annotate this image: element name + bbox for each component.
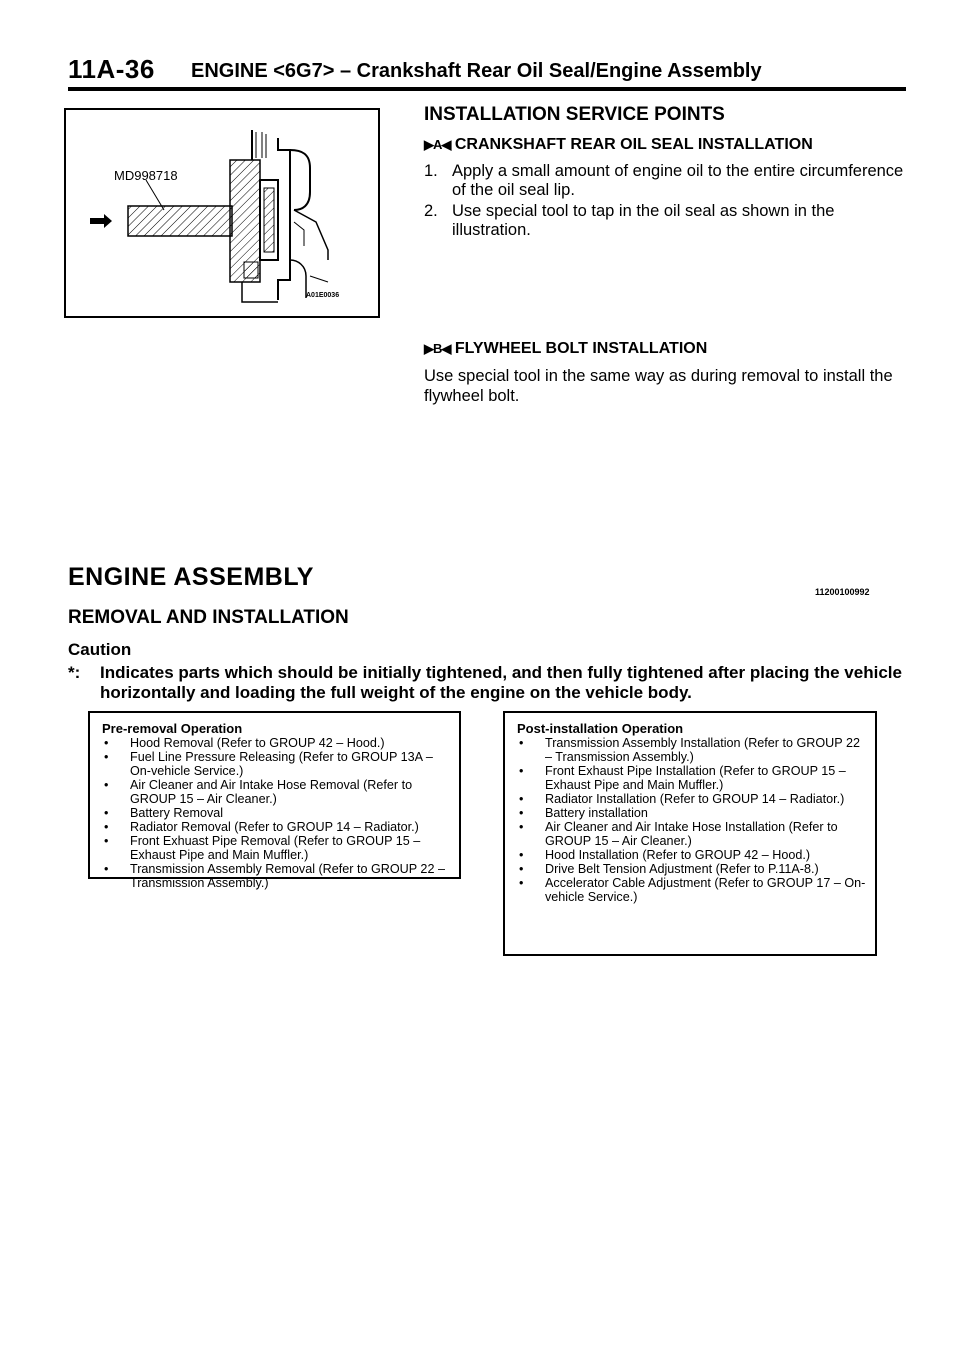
pre-removal-list [102, 736, 451, 890]
section-code: 11200100992 [815, 587, 870, 597]
section-b-mark: ▶B◀ [424, 341, 451, 356]
tool-label: MD998718 [114, 168, 178, 183]
bullet: • [104, 820, 109, 834]
list-item-text: Radiator Removal (Refer to GROUP 14 – Radiator.) [130, 820, 419, 834]
caution-star: *: [68, 663, 81, 682]
step-text: Apply a small amount of engine oil to the entire circumference of the oil seal lip. [452, 162, 904, 199]
bullet: • [104, 750, 109, 764]
bullet: • [519, 764, 524, 778]
bullet: • [519, 736, 524, 750]
section-b-title: FLYWHEEL BOLT INSTALLATION [454, 340, 708, 357]
list-item [102, 834, 451, 862]
list-item-text: Transmission Assembly Installation (Refer to GROUP 22 – Transmission Assembly.) [545, 736, 860, 764]
list-item-text: Hood Removal (Refer to GROUP 42 – Hood.) [130, 736, 385, 750]
list-item [517, 862, 867, 876]
bullet: • [104, 778, 109, 792]
caution-text: Indicates parts which should be initially tightened, and then fully tightened after placing the vehicle horizontally and loading the full weight of the engine on the vehicle body. [100, 663, 902, 702]
list-item [517, 848, 867, 862]
list-item [102, 806, 451, 820]
section-b-heading [424, 340, 707, 358]
list-item-text: Hood Installation (Refer to GROUP 42 – Hood.) [545, 848, 811, 862]
list-item [424, 202, 906, 240]
list-item-text: Front Exhaust Pipe Installation (Refer to GROUP 15 – Exhaust Pipe and Main Muffler.) [545, 764, 846, 792]
bullet: • [519, 820, 524, 834]
post-installation-box [503, 711, 877, 956]
list-item-text: Radiator Installation (Refer to GROUP 14 – Radiator.) [545, 792, 845, 806]
step-number: 1. [424, 162, 438, 180]
list-item-text: Battery installation [545, 806, 648, 820]
engine-assembly-title: ENGINE ASSEMBLY [68, 563, 314, 591]
seal-installation-figure [64, 108, 380, 318]
section-a-title: CRANKSHAFT REAR OIL SEAL INSTALLATION [454, 136, 813, 153]
list-item [102, 750, 451, 778]
section-a-heading [424, 136, 813, 154]
section-a-steps [424, 162, 906, 242]
caution-note [68, 663, 906, 703]
removal-installation-title: REMOVAL AND INSTALLATION [68, 607, 349, 628]
list-item [517, 736, 867, 764]
bullet: • [519, 848, 524, 862]
list-item-text: Air Cleaner and Air Intake Hose Removal (Refer to GROUP 15 – Air Cleaner.) [130, 778, 413, 806]
bullet: • [104, 806, 109, 820]
post-installation-list [517, 736, 867, 904]
list-item [517, 876, 867, 904]
list-item [517, 820, 867, 848]
bullet: • [519, 792, 524, 806]
page-title: ENGINE <6G7> – Crankshaft Rear Oil Seal/Engine Assembly [191, 60, 762, 82]
list-item [517, 792, 867, 806]
list-item-text: Accelerator Cable Adjustment (Refer to GROUP 17 – On-vehicle Service.) [545, 876, 866, 904]
figure-code: A01E0036 [306, 292, 340, 299]
list-item [102, 736, 451, 750]
bullet: • [104, 834, 109, 848]
list-item [102, 778, 451, 806]
post-installation-title: Post-installation Operation [517, 721, 684, 736]
list-item [424, 162, 906, 200]
section-b-text: Use special tool in the same way as during removal to install the flywheel bolt. [424, 367, 893, 405]
list-item [517, 764, 867, 792]
list-item-text: Battery Removal [130, 806, 224, 820]
list-item [102, 862, 451, 890]
list-item-text: Drive Belt Tension Adjustment (Refer to P.11A-8.) [545, 862, 819, 876]
step-number: 2. [424, 202, 438, 220]
bullet: • [104, 736, 109, 750]
pre-removal-title: Pre-removal Operation [102, 721, 243, 736]
bullet: • [519, 806, 524, 820]
bullet: • [104, 862, 109, 876]
bullet: • [519, 862, 524, 876]
section-a-mark: ▶A◀ [424, 137, 451, 152]
caution-title: Caution [68, 640, 132, 659]
list-item [102, 820, 451, 834]
bullet: • [519, 876, 524, 890]
header-rule [68, 87, 906, 91]
installation-heading: INSTALLATION SERVICE POINTS [424, 104, 725, 125]
list-item-text: Fuel Line Pressure Releasing (Refer to GROUP 13A – On-vehicle Service.) [130, 750, 433, 778]
list-item-text: Transmission Assembly Removal (Refer to GROUP 22 – Transmission Assembly.) [130, 862, 445, 890]
page-number: 11A-36 [68, 54, 155, 84]
seal-tool-illustration [66, 110, 378, 316]
pre-removal-box [88, 711, 461, 890]
list-item [517, 806, 867, 820]
list-item-text: Front Exhuast Pipe Removal (Refer to GROUP 15 – Exhaust Pipe and Main Muffler.) [130, 834, 421, 862]
step-text: Use special tool to tap in the oil seal as shown in the illustration. [452, 202, 835, 239]
list-item-text: Air Cleaner and Air Intake Hose Installation (Refer to GROUP 15 – Air Cleaner.) [545, 820, 838, 848]
